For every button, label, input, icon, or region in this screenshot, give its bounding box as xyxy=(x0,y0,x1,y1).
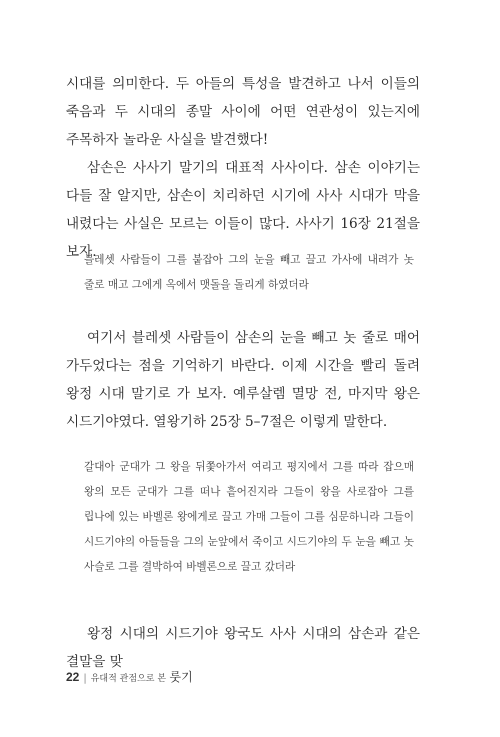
book-subtitle: 유대적 관점으로 본 xyxy=(90,674,167,684)
page-number: 22 xyxy=(66,670,80,684)
page-footer xyxy=(66,668,193,685)
paragraph-conclusion: 왕정 시대의 시드기야 왕국도 사사 시대의 삼손과 같은 결말을 맞 xyxy=(66,626,420,670)
paragraph-samson: 삼손은 사사기 말기의 대표적 사사이다. 삼손 이야기는 다들 잘 알지만, 삼손이 치리하던 시기에 사사 시대가 막을 내렸다는 사실은 모르는 이들이 많다. 사사기 16장 21절을 보자. xyxy=(66,160,420,260)
scripture-quote-judges: 블레셋 사람들이 그를 붙잡아 그의 눈을 빼고 끌고 가사에 내려가 놋 줄로 매고 그에게 옥에서 맷돌을 돌리게 하였더라 xyxy=(84,254,414,291)
footer-separator: | xyxy=(83,673,87,684)
scripture-quote-kings: 갈대아 군대가 그 왕을 뒤쫓아가서 여리고 평지에서 그를 따라 잡으매 왕의 모든 군대가 그를 떠나 흩어진지라 그들이 왕을 사로잡아 그를 립나에 있는 바벨론 왕에게로 끌고 가매 그들이 그를 심문하니라 그들이 시드기야의 아들들을 그의 눈앞에서 죽이고 시드기야의 두 눈을 빼고 놋 사슬로 그를 결박하여 바벨론으로 끌고 갔더라 xyxy=(84,461,414,573)
book-title: 룻기 xyxy=(169,670,193,684)
paragraph-continuation: 시대를 의미한다. 두 아들의 특성을 발견하고 나서 이들의 죽음과 두 시대의 종말 사이에 어떤 연관성이 있는지에 주목하자 놀라운 사실을 발견했다! xyxy=(66,76,420,148)
paragraph-zedekiah: 여기서 블레셋 사람들이 삼손의 눈을 빼고 놋 줄로 매어 가두었다는 점을 기억하기 바란다. 이제 시간을 빨리 돌려 왕정 시대 말기로 가 보자. 예루살렘 멸망 전, 마지막 왕은 시드기야였다. 열왕기하 25장 5–7절은 이렇게 말한다. xyxy=(66,330,420,430)
